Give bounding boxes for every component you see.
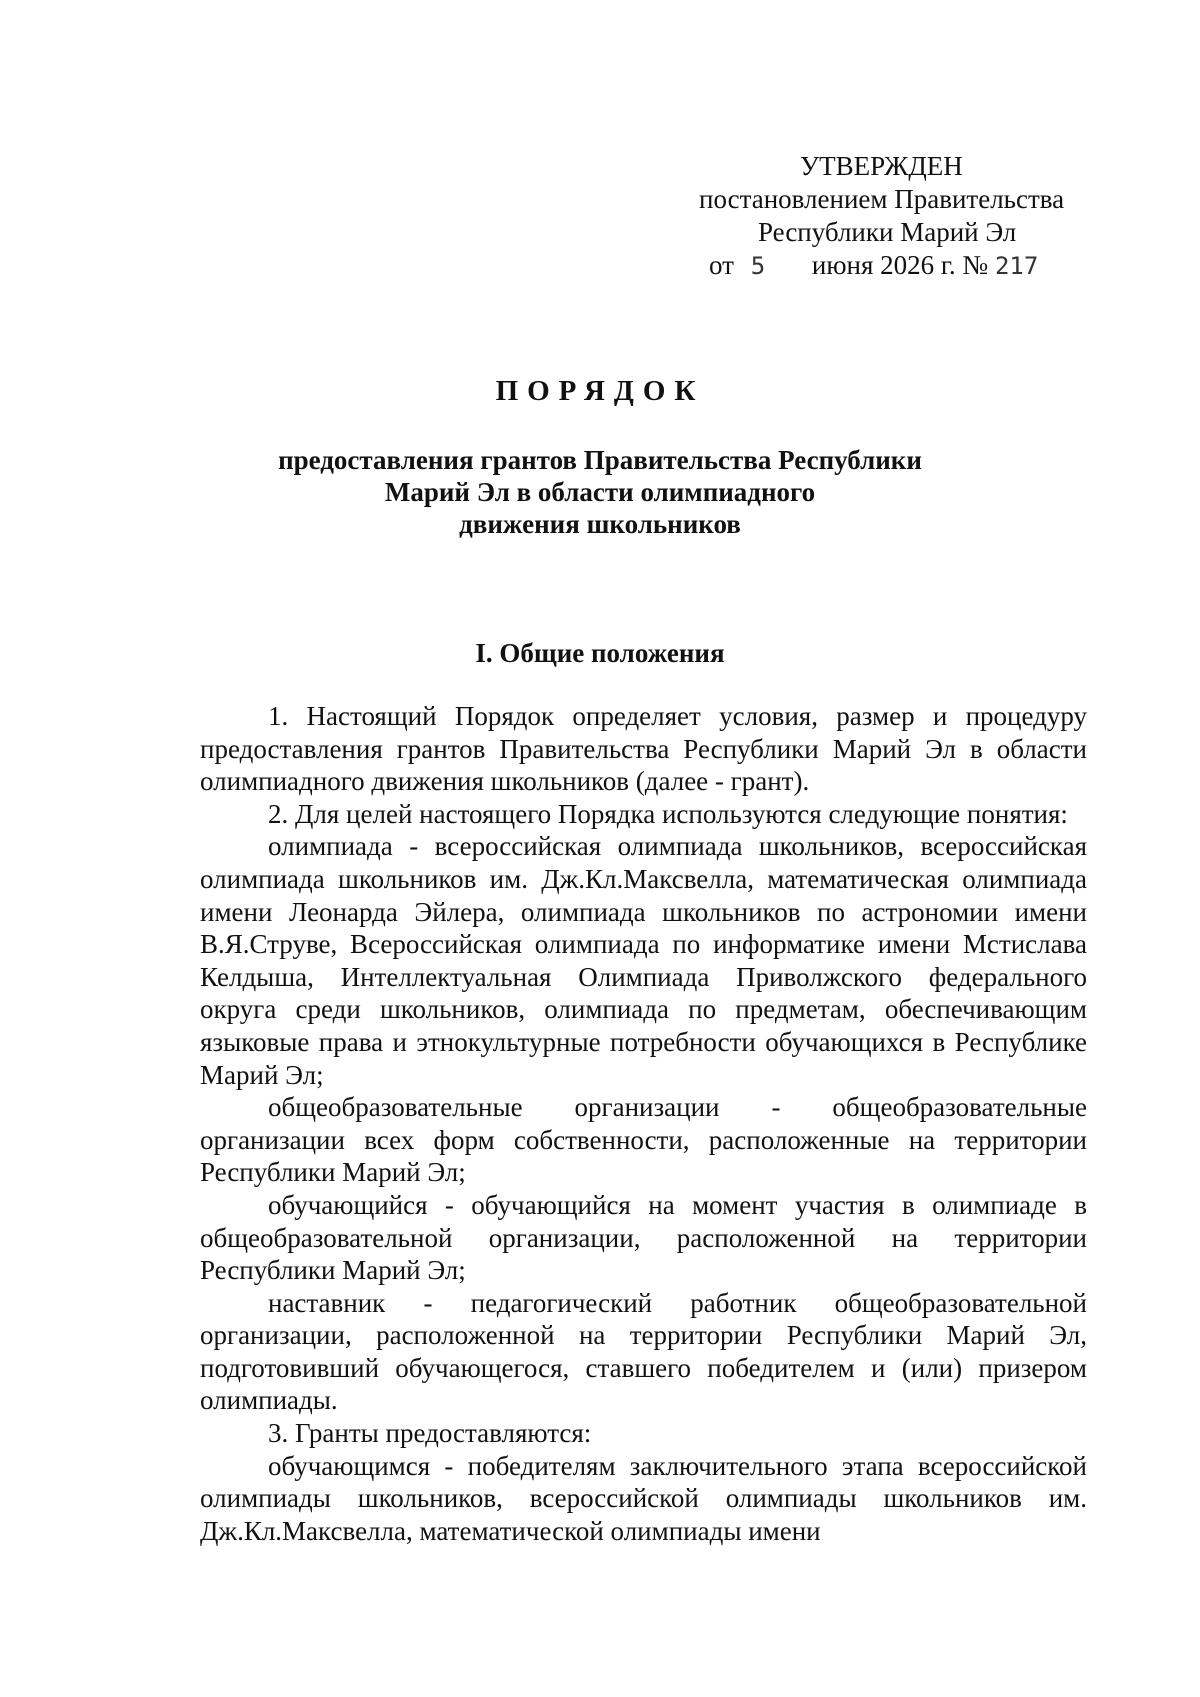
paragraph-1: 1. Настоящий Порядок определяет условия, размер и процедуру предоставления грантов Правительства Республики Марий Эл в области олимпиадного движения школьников (далее - грант).: [200, 701, 1087, 797]
approval-date-rest: июня 2026 г. №: [811, 250, 989, 280]
subtitle-line-3: движения школьников: [459, 509, 741, 539]
subtitle-line-1: предоставления грантов Правительства Республики: [278, 445, 922, 475]
document-title: ПОРЯДОК: [495, 375, 705, 407]
document-subtitle: [250, 444, 950, 540]
approval-day: 5: [750, 252, 766, 280]
definition-student: обучающийся - обучающийся на момент участия в олимпиаде в общеобразовательной организации, расположенной на территории Республики Марий Эл;: [200, 1189, 1087, 1286]
subtitle-line-2: Марий Эл в области олимпиадного: [384, 477, 816, 507]
grants-recipients: обучающимся - победителям заключительного этапа всероссийской олимпиады школьников, всероссийской олимпиады школьников им. Дж.Кл.Максвелла, математической олимпиады имени: [200, 1450, 1087, 1546]
definition-olympiad: олимпиада - всероссийская олимпиада школьников, всероссийская олимпиада школьников им. Дж.Кл.Максвелла, математическая олимпиада имени Леонарда Эйлера, олимпиада школьников по астрономии имени В.Я.Струве, Всероссийская олимпиада по информатике имени Мстислава Келдыша, Интеллектуальная Олимпиада Приволжского федерального округа среди школьников, олимпиада по предметам, обеспечивающим языковые права и этнокультурные потребности обучающихся в Республике Марий Эл;: [200, 831, 1087, 1090]
approval-number: 217: [994, 252, 1039, 280]
approval-line-date: [690, 249, 1110, 283]
section-title: I. Общие положения: [475, 638, 725, 668]
approval-line-approved: УТВЕРЖДЕН: [800, 151, 963, 181]
definition-organizations: общеобразовательные организации - общеобразовательные организации всех форм собственности, расположенные на территории Республики Марий Эл;: [200, 1092, 1087, 1188]
approval-line-republic: Республики Марий Эл: [758, 217, 1017, 247]
document-body: [200, 700, 1087, 1547]
approval-from-label: от: [709, 250, 734, 280]
approval-line-resolution: постановлением Правительства: [699, 184, 1065, 214]
paragraph-3: 3. Гранты предоставляются:: [268, 1418, 592, 1449]
paragraph-2: 2. Для целей настоящего Порядка используются следующие понятия:: [268, 798, 1068, 829]
definition-mentor: наставник - педагогический работник общеобразовательной организации, расположенной на территории Республики Марий Эл, подготовивший обучающегося, ставшего победителем и (или) призером олимпиады.: [200, 1287, 1087, 1416]
approval-stamp: [690, 150, 1110, 283]
